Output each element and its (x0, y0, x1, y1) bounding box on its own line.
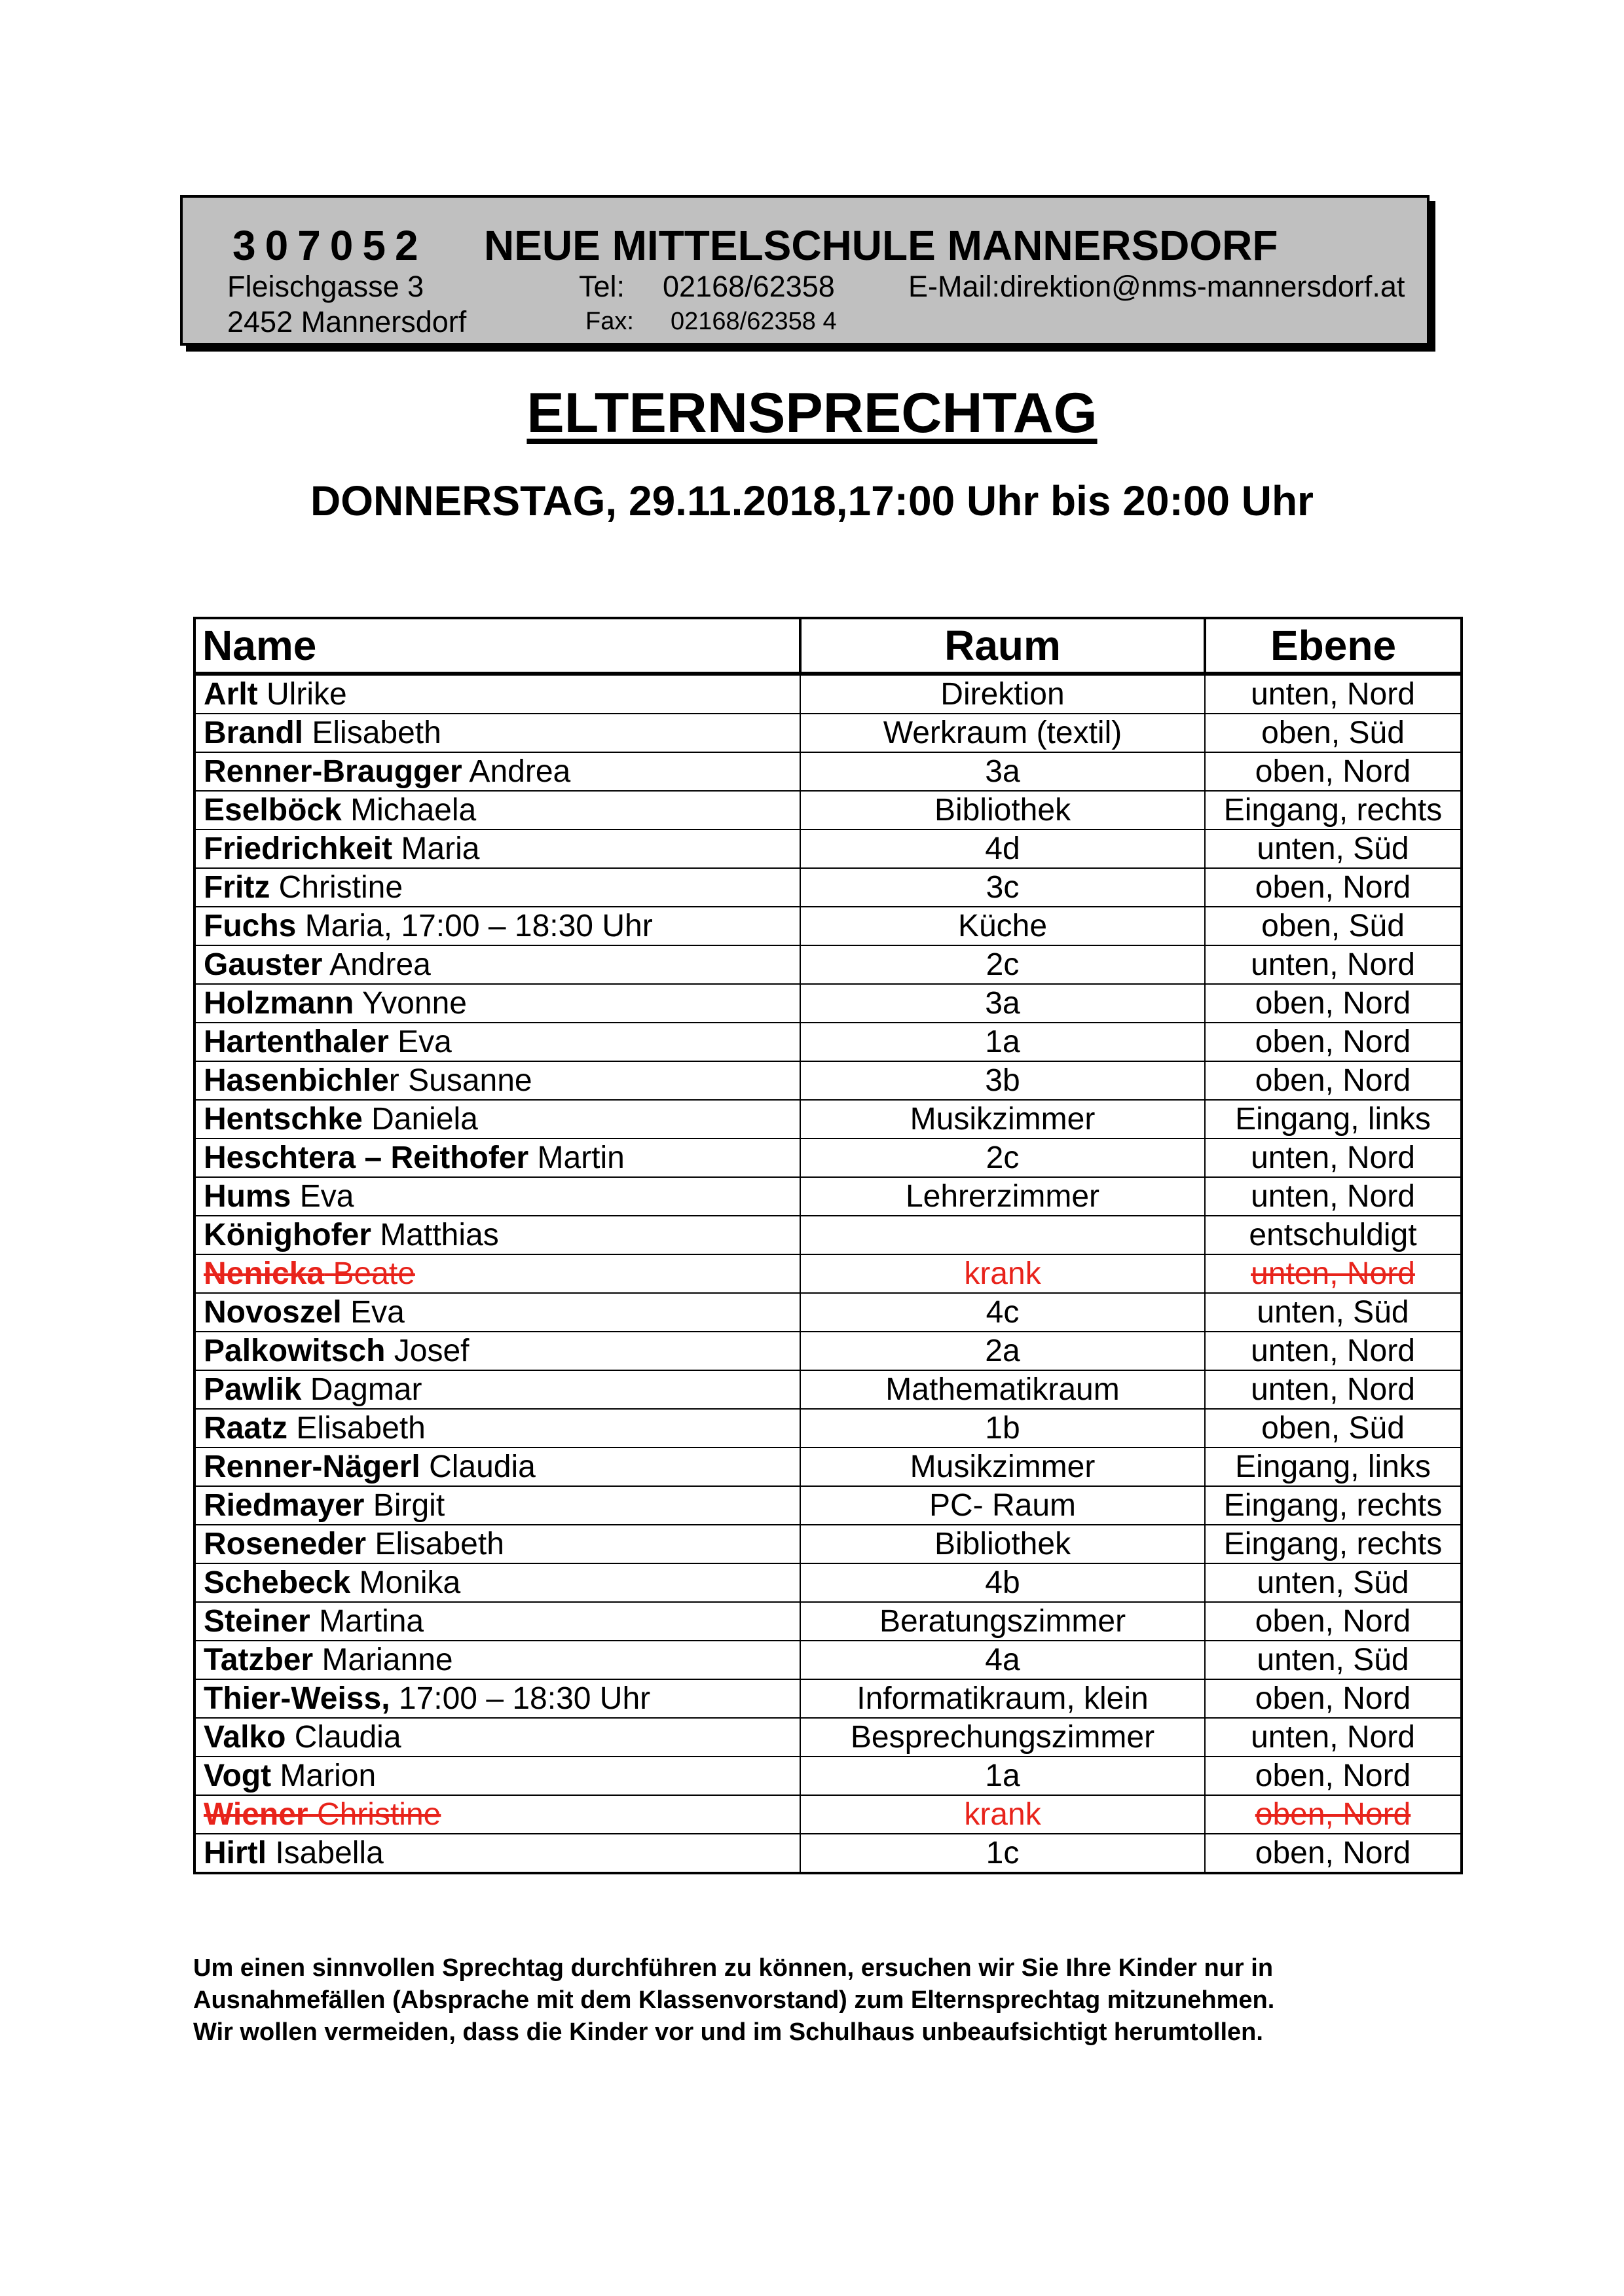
teacher-surname: Riedmayer (204, 1488, 365, 1523)
footer-line: Um einen sinnvollen Sprechtag durchführen zu können, ersuchen wir Sie Ihre Kinder nur in (193, 1954, 1274, 1982)
floor-text: unten, Süd (1257, 1295, 1409, 1330)
table-row (194, 752, 1462, 791)
room-cell: krank (800, 1254, 1205, 1293)
floor-text: oben, Nord (1255, 1604, 1411, 1639)
teacher-firstname: Claudia (286, 1720, 401, 1755)
table-row (194, 714, 1462, 752)
room-cell: Direktion (800, 674, 1205, 714)
table-row (194, 1757, 1462, 1795)
teacher-firstname: Josef (385, 1334, 470, 1368)
floor-text: unten, Süd (1257, 831, 1409, 866)
teacher-firstname: Christine (270, 870, 403, 905)
room-cell: 3b (800, 1061, 1205, 1100)
teacher-name-cell (194, 1795, 800, 1834)
floor-cell (1205, 714, 1462, 752)
table-row (194, 1486, 1462, 1525)
teacher-surname: Friedrichkeit (204, 831, 393, 866)
floor-cell (1205, 1061, 1462, 1100)
room-cell: Küche (800, 907, 1205, 945)
teacher-firstname: Andrea (322, 947, 431, 982)
teacher-firstname: Maria (392, 831, 480, 866)
teacher-surname: Nenicka (204, 1256, 325, 1291)
table-row (194, 1100, 1462, 1139)
column-header-name: Name (194, 618, 800, 674)
room-cell: 4a (800, 1641, 1205, 1679)
teacher-firstname: Isabella (267, 1836, 384, 1870)
room-cell: 2a (800, 1332, 1205, 1370)
table-row (194, 1139, 1462, 1177)
fax-number: 02168/62358 4 (671, 308, 837, 335)
table-row (194, 1795, 1462, 1834)
teacher-name-cell (194, 1139, 800, 1177)
teacher-firstname: Elisabeth (303, 716, 441, 750)
room-cell: 2c (800, 945, 1205, 984)
teacher-surname: Thier-Weiss, (204, 1681, 390, 1716)
room-cell: Informatikraum, klein (800, 1679, 1205, 1718)
teacher-name-cell (194, 1332, 800, 1370)
floor-cell (1205, 1834, 1462, 1873)
table-row (194, 1061, 1462, 1100)
floor-cell (1205, 1216, 1462, 1254)
teacher-surname: Arlt (204, 677, 258, 712)
column-header-ebene: Ebene (1205, 618, 1462, 674)
table-row (194, 1563, 1462, 1602)
teacher-name-cell (194, 1718, 800, 1757)
teacher-surname: Steiner (204, 1604, 310, 1639)
teacher-name-cell (194, 1254, 800, 1293)
teacher-name-cell (194, 1177, 800, 1216)
room-cell: 4b (800, 1563, 1205, 1602)
room-cell: 4d (800, 829, 1205, 868)
floor-cell (1205, 1448, 1462, 1486)
floor-text: unten, Süd (1257, 1565, 1409, 1600)
room-cell: krank (800, 1795, 1205, 1834)
teacher-firstname: Beate (324, 1256, 415, 1291)
floor-text: unten, Nord (1251, 1334, 1415, 1368)
table-row (194, 1216, 1462, 1254)
floor-cell (1205, 1641, 1462, 1679)
teacher-surname: Schebeck (204, 1565, 351, 1600)
teacher-surname: Eselböck (204, 793, 342, 828)
teacher-surname: Fritz (204, 870, 270, 905)
teacher-surname: Heschtera – Reithofer (204, 1140, 529, 1175)
teacher-firstname: Eva (291, 1179, 354, 1214)
table-row (194, 829, 1462, 868)
teacher-firstname: Michaela (341, 793, 477, 828)
teacher-name-cell (194, 1834, 800, 1873)
teacher-name-cell (194, 752, 800, 791)
teacher-name-cell (194, 868, 800, 907)
teacher-surname: Hirtl (204, 1836, 267, 1870)
teacher-firstname: Yvonne (354, 986, 467, 1021)
teacher-surname: Renner-Nägerl (204, 1449, 420, 1484)
table-row (194, 1409, 1462, 1448)
floor-cell (1205, 1525, 1462, 1563)
room-cell (800, 1216, 1205, 1254)
room-cell: 1c (800, 1834, 1205, 1873)
teacher-firstname: Christine (308, 1797, 441, 1832)
floor-text: oben, Nord (1255, 1758, 1411, 1793)
floor-text: oben, Nord (1255, 986, 1411, 1021)
room-cell: Bibliothek (800, 791, 1205, 829)
table-body (194, 674, 1462, 1873)
floor-text: oben, Nord (1255, 1836, 1411, 1870)
floor-cell (1205, 1409, 1462, 1448)
teacher-name-cell (194, 1370, 800, 1409)
teacher-firstname: Elisabeth (366, 1527, 504, 1561)
teacher-name-cell (194, 1602, 800, 1641)
floor-text: unten, Nord (1251, 1179, 1415, 1214)
table-row (194, 1177, 1462, 1216)
floor-text: Eingang, rechts (1223, 1527, 1443, 1561)
teacher-surname: Hentschke (204, 1102, 363, 1137)
floor-text: unten, Nord (1251, 1720, 1415, 1755)
room-cell: 1a (800, 1023, 1205, 1061)
floor-cell (1205, 791, 1462, 829)
table-row (194, 1293, 1462, 1332)
room-cell: Musikzimmer (800, 1448, 1205, 1486)
floor-text: Eingang, links (1235, 1449, 1431, 1484)
teacher-firstname: Matthias (371, 1218, 499, 1252)
teacher-firstname: Daniela (362, 1102, 478, 1137)
table-row (194, 1254, 1462, 1293)
teacher-surname: Roseneder (204, 1527, 367, 1561)
floor-cell (1205, 1139, 1462, 1177)
room-cell: 3c (800, 868, 1205, 907)
floor-cell (1205, 1718, 1462, 1757)
footer-line: Ausnahmefällen (Absprache mit dem Klassenvorstand) zum Elternsprechtag mitzunehmen. (193, 1986, 1275, 2014)
floor-cell (1205, 829, 1462, 868)
floor-cell (1205, 674, 1462, 714)
teacher-name-cell (194, 984, 800, 1023)
floor-cell (1205, 1795, 1462, 1834)
footer-note (193, 1952, 1470, 2049)
table-row (194, 791, 1462, 829)
table-header-row (194, 618, 1462, 674)
teacher-firstname: Marion (271, 1758, 377, 1793)
floor-cell (1205, 1486, 1462, 1525)
room-cell: 2c (800, 1139, 1205, 1177)
teacher-surname: Valko (204, 1720, 286, 1755)
school-street: Fleischgasse 3 (227, 270, 424, 303)
table-row (194, 1641, 1462, 1679)
floor-text: unten, Nord (1251, 677, 1415, 712)
school-header (180, 195, 1430, 346)
tel-number: 02168/62358 (663, 270, 835, 303)
floor-text: unten, Nord (1251, 947, 1415, 982)
page-title: ELTERNSPRECHTAG (526, 382, 1098, 445)
teacher-name-cell (194, 945, 800, 984)
email-address: E-Mail:direktion@nms-mannersdorf.at (908, 270, 1405, 303)
teacher-surname: Hums (204, 1179, 291, 1214)
room-cell: Besprechungszimmer (800, 1718, 1205, 1757)
room-cell: 3a (800, 752, 1205, 791)
teacher-surname: Renner-Braugger (204, 754, 462, 789)
floor-cell (1205, 1679, 1462, 1718)
floor-text: oben, Nord (1255, 1025, 1411, 1059)
teacher-firstname: Monika (350, 1565, 461, 1600)
teacher-firstname: Marianne (313, 1643, 453, 1677)
footer-line: Wir wollen vermeiden, dass die Kinder vor und im Schulhaus unbeaufsichtigt herumtollen. (193, 2018, 1263, 2046)
floor-cell (1205, 1332, 1462, 1370)
table-row (194, 1834, 1462, 1873)
event-date: DONNERSTAG, 29.11.2018,17:00 Uhr bis 20:00 Uhr (310, 477, 1314, 524)
floor-text: oben, Nord (1255, 1063, 1411, 1098)
teacher-name-cell (194, 1563, 800, 1602)
fax-label: Fax: (585, 308, 634, 335)
teacher-surname: Wiener (204, 1797, 308, 1832)
room-cell: 1b (800, 1409, 1205, 1448)
teacher-surname: Novoszel (204, 1295, 342, 1330)
floor-cell (1205, 1602, 1462, 1641)
teacher-name-cell (194, 1525, 800, 1563)
floor-text: Eingang, rechts (1223, 793, 1443, 828)
teacher-name-cell (194, 1293, 800, 1332)
floor-text: unten, Süd (1257, 1643, 1409, 1677)
floor-cell (1205, 752, 1462, 791)
teacher-firstname: Eva (388, 1025, 452, 1059)
floor-text: oben, Nord (1255, 1797, 1411, 1832)
teacher-firstname: Martin (528, 1140, 625, 1175)
room-cell: Werkraum (textil) (800, 714, 1205, 752)
room-cell: Bibliothek (800, 1525, 1205, 1563)
room-cell: 3a (800, 984, 1205, 1023)
teacher-surname: Vogt (204, 1758, 272, 1793)
teacher-surname: Hartenthaler (204, 1025, 389, 1059)
column-header-raum: Raum (800, 618, 1205, 674)
teacher-name-cell (194, 1448, 800, 1486)
teacher-firstname: Birgit (364, 1488, 445, 1523)
floor-text: oben, Nord (1255, 870, 1411, 905)
teacher-surname: Pawlik (204, 1372, 302, 1407)
teacher-firstname: Andrea (462, 754, 571, 789)
floor-text: unten, Nord (1251, 1140, 1415, 1175)
table-row (194, 1679, 1462, 1718)
tel-label: Tel: (579, 270, 625, 303)
table-row (194, 1525, 1462, 1563)
room-cell: Musikzimmer (800, 1100, 1205, 1139)
room-cell: PC- Raum (800, 1486, 1205, 1525)
floor-text: oben, Süd (1261, 716, 1405, 750)
floor-cell (1205, 1563, 1462, 1602)
floor-cell (1205, 1100, 1462, 1139)
teacher-name-cell (194, 714, 800, 752)
teacher-firstname: Dagmar (301, 1372, 422, 1407)
floor-text: entschuldigt (1249, 1218, 1417, 1252)
teacher-name-cell (194, 829, 800, 868)
teacher-surname: Gauster (204, 947, 323, 982)
room-cell: Beratungszimmer (800, 1602, 1205, 1641)
school-name: NEUE MITTELSCHULE MANNERSDORF (484, 222, 1278, 269)
teacher-firstname: r Susanne (388, 1063, 532, 1098)
table-row (194, 1370, 1462, 1409)
floor-cell (1205, 984, 1462, 1023)
teacher-surname: Fuchs (204, 909, 297, 943)
teacher-room-table (193, 617, 1463, 1874)
teacher-name-cell (194, 674, 800, 714)
table-row (194, 945, 1462, 984)
table-row (194, 674, 1462, 714)
teacher-firstname: Eva (341, 1295, 405, 1330)
floor-text: Eingang, rechts (1223, 1488, 1443, 1523)
teacher-name-cell (194, 1409, 800, 1448)
table-row (194, 984, 1462, 1023)
floor-text: oben, Nord (1255, 1681, 1411, 1716)
floor-cell (1205, 907, 1462, 945)
floor-text: unten, Nord (1251, 1372, 1415, 1407)
floor-cell (1205, 868, 1462, 907)
teacher-name-cell (194, 1023, 800, 1061)
room-cell: 4c (800, 1293, 1205, 1332)
teacher-surname: Palkowitsch (204, 1334, 386, 1368)
table-row (194, 1023, 1462, 1061)
table-row (194, 1448, 1462, 1486)
teacher-name-cell (194, 1486, 800, 1525)
teacher-surname: Tatzber (204, 1643, 314, 1677)
table-row (194, 1718, 1462, 1757)
floor-cell (1205, 1293, 1462, 1332)
teacher-name-cell (194, 1061, 800, 1100)
teacher-firstname: Claudia (420, 1449, 536, 1484)
table-row (194, 868, 1462, 907)
floor-text: oben, Nord (1255, 754, 1411, 789)
room-cell: Mathematikraum (800, 1370, 1205, 1409)
floor-cell (1205, 1254, 1462, 1293)
floor-cell (1205, 945, 1462, 984)
floor-text: oben, Süd (1261, 909, 1405, 943)
floor-cell (1205, 1177, 1462, 1216)
teacher-surname: Hasenbichle (204, 1063, 389, 1098)
school-city: 2452 Mannersdorf (227, 305, 467, 338)
teacher-firstname: Maria, 17:00 – 18:30 Uhr (296, 909, 653, 943)
floor-text: oben, Süd (1261, 1411, 1405, 1446)
floor-cell (1205, 1023, 1462, 1061)
room-cell: 1a (800, 1757, 1205, 1795)
teacher-surname: Könighofer (204, 1218, 371, 1252)
table-row (194, 1602, 1462, 1641)
teacher-firstname: Martina (310, 1604, 424, 1639)
teacher-name-cell (194, 1757, 800, 1795)
room-cell: Lehrerzimmer (800, 1177, 1205, 1216)
teacher-firstname: 17:00 – 18:30 Uhr (390, 1681, 651, 1716)
teacher-name-cell (194, 1216, 800, 1254)
floor-cell (1205, 1757, 1462, 1795)
teacher-surname: Brandl (204, 716, 304, 750)
table-row (194, 1332, 1462, 1370)
teacher-name-cell (194, 791, 800, 829)
teacher-name-cell (194, 1100, 800, 1139)
school-code: 307052 (232, 222, 428, 269)
teacher-name-cell (194, 907, 800, 945)
floor-text: unten, Nord (1251, 1256, 1415, 1291)
teacher-surname: Raatz (204, 1411, 288, 1446)
teacher-name-cell (194, 1641, 800, 1679)
teacher-firstname: Ulrike (257, 677, 347, 712)
table-row (194, 907, 1462, 945)
floor-cell (1205, 1370, 1462, 1409)
teacher-firstname: Elisabeth (287, 1411, 426, 1446)
floor-text: Eingang, links (1235, 1102, 1431, 1137)
teacher-surname: Holzmann (204, 986, 354, 1021)
teacher-name-cell (194, 1679, 800, 1718)
